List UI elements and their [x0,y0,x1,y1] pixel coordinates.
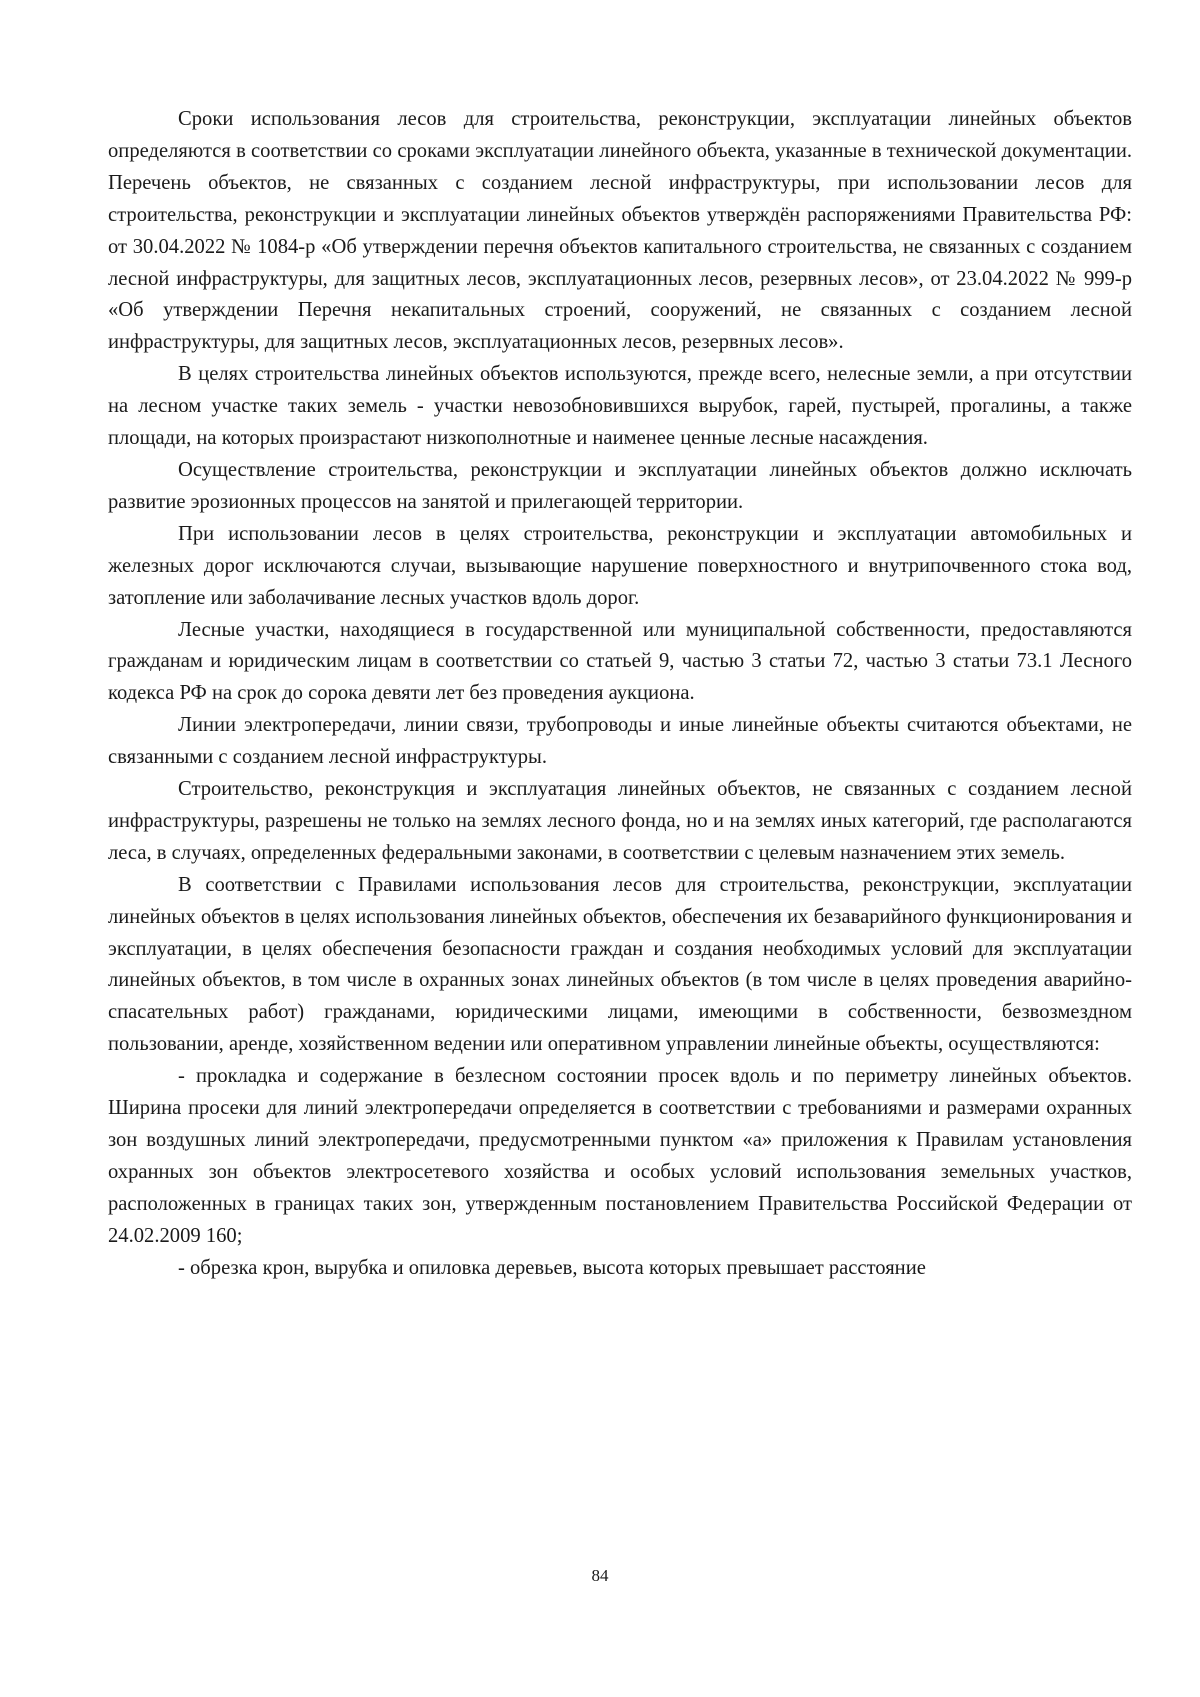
paragraph-erosion: Осуществление строительства, реконструкции и эксплуатации линейных объектов должно исключать развитие эрозионных процессов на занятой и прилегающей территории. [108,458,1132,513]
paragraph-terms-of-use: Сроки использования лесов для строительства, реконструкции, эксплуатации линейных объектов определяются в соответствии со сроками эксплуатации линейного объекта, указанные в технической документации. Перечень объектов, не связанных с созданием лесной инфраструктуры, при использовании лесов для строительства, реконструкции и эксплуатации линейных объектов утверждён распоряжениями Правительства РФ: от 30.04.2022 № 1084-р «Об утверждении перечня объектов капитального строительства, не связанных с созданием лесной инфраструктуры, для защитных лесов, эксплуатационных лесов, резервных лесов», от 23.04.2022 № 999-р «Об утверждении Перечня некапитальных строений, сооружений, не связанных с созданием лесной инфраструктуры, для защитных лесов, эксплуатационных лесов, резервных лесов». [108,108,1132,354]
list-item-tree-pruning: - обрезка крон, вырубка и опиловка деревьев, высота которых превышает расстояние [178,1256,926,1279]
document-page [108,104,1132,1285]
list-item-clearings: - прокладка и содержание в безлесном состоянии просек вдоль и по периметру линейных объектов. Ширина просеки для линий электропередачи определяется в соответствии с требованиями и размерами охранных зон воздушных линий электропередачи, предусмотренными пунктом «а» приложения к Правилам установления охранных зон объектов электросетевого хозяйства и особых условий использования земельных участков, расположенных в границах таких зон, утвержденным постановлением Правительства Российской Федерации от 24.02.2009 160; [108,1065,1132,1247]
paragraph-rules: В соответствии с Правилами использования лесов для строительства, реконструкции, эксплуатации линейных объектов в целях использования линейных объектов, обеспечения их безаварийного функционирования и эксплуатации, в целях обеспечения безопасности граждан и создания необходимых условий для эксплуатации линейных объектов, в том числе в охранных зонах линейных объектов (в том числе в целях проведения аварийно-спасательных работ) гражданами, юридическими лицами, имеющими в собственности, безвозмездном пользовании, аренде, хозяйственном ведении или оперативном управлении линейные объекты, осуществляются: [108,873,1132,1056]
paragraph-roads: При использовании лесов в целях строительства, реконструкции и эксплуатации автомобильных и железных дорог исключаются случаи, вызывающие нарушение поверхностного и внутрипочвенного стока вод, затопление или заболачивание лесных участков вдоль дорог. [108,522,1132,609]
paragraph-linear-objects: Линии электропередачи, линии связи, трубопроводы и иные линейные объекты считаются объектами, не связанными с созданием лесной инфраструктуры. [108,714,1132,769]
page-number: 84 [591,1566,609,1585]
paragraph-land-priority: В целях строительства линейных объектов используются, прежде всего, нелесные земли, а при отсутствии на лесном участке таких земель - участки невозобновившихся вырубок, гарей, пустырей, прогалины, а также площади, на которых произрастают низкополнотные и наименее ценные лесные насаждения. [108,363,1132,450]
paragraph-land-provision: Лесные участки, находящиеся в государственной или муниципальной собственности, предоставляются гражданам и юридическим лицам в соответствии со статьей 9, частью 3 статьи 72, частью 3 статьи 73.1 Лесного кодекса РФ на срок до сорока девяти лет без проведения аукциона. [108,618,1132,705]
paragraph-construction-permission: Строительство, реконструкция и эксплуатация линейных объектов, не связанных с созданием лесной инфраструктуры, разрешены не только на землях лесного фонда, но и на землях иных категорий, где располагаются леса, в случаях, определенных федеральными законами, в соответствии с целевым назначением этих земель. [108,778,1132,864]
